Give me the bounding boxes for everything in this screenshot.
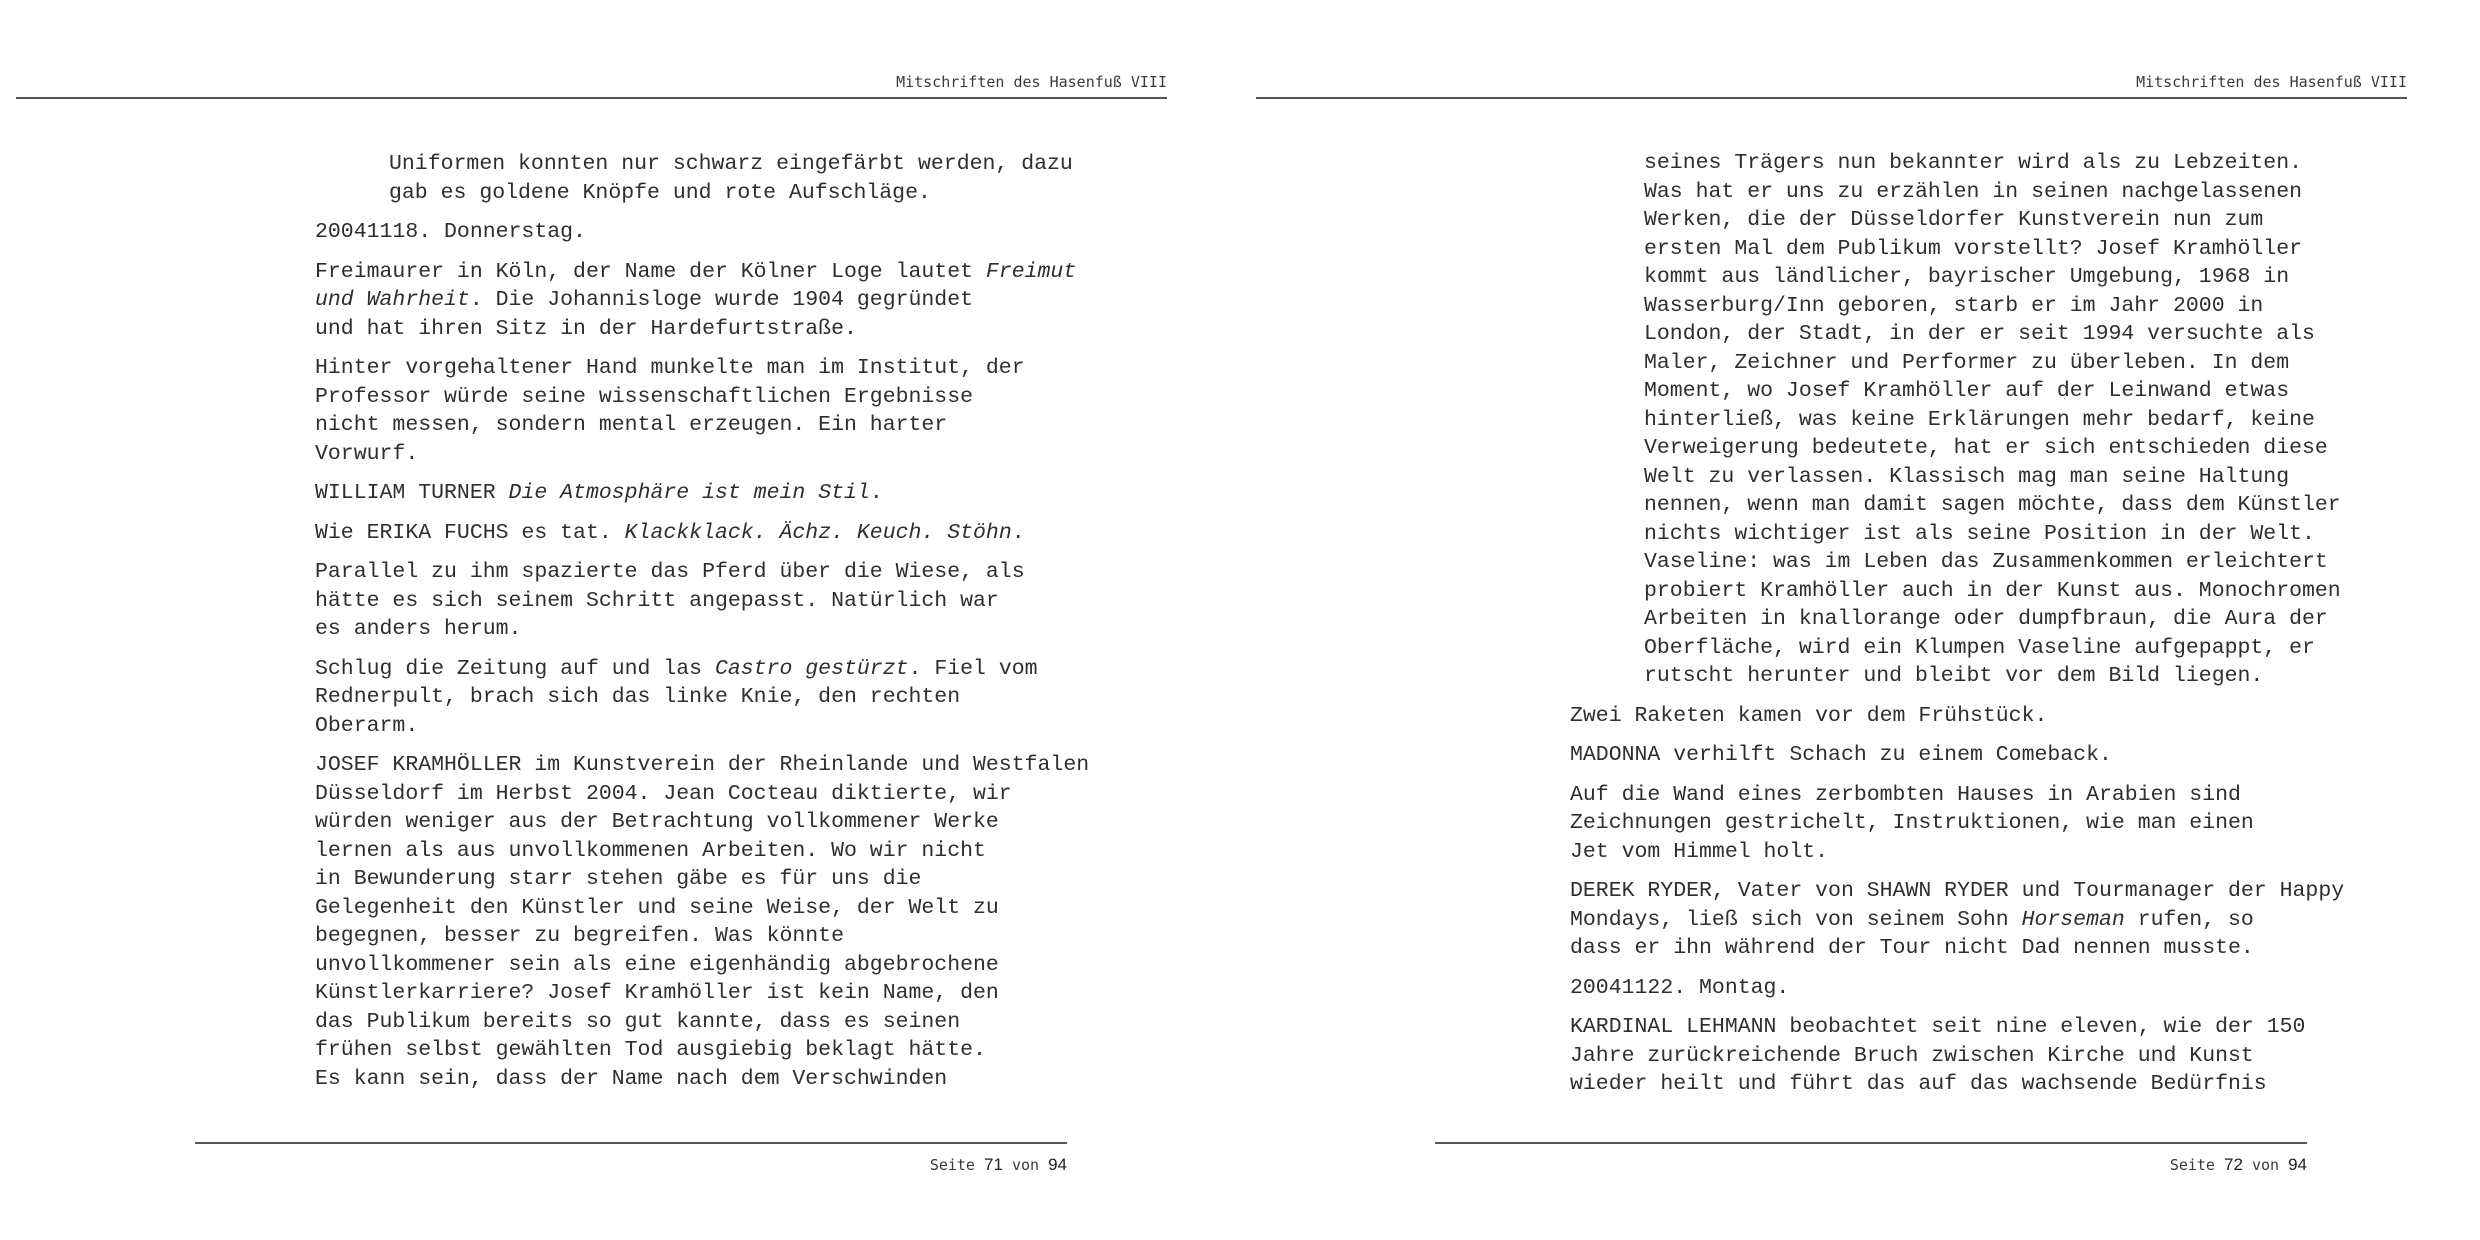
- text-line: gab es goldene Knöpfe und rote Aufschläge.: [389, 180, 931, 205]
- text-line: frühen selbst gewählten Tod ausgiebig beklagt hätte.: [315, 1038, 986, 1062]
- diary-entry: [315, 354, 1115, 468]
- text-line: und hat ihren Sitz in der Hardefurtstraße.: [315, 316, 857, 341]
- text-line: Professor würde seine wissenschaftlichen Ergebnisse: [315, 384, 974, 409]
- text-line: Rednerpult, brach sich das linke Knie, den rechten: [315, 685, 961, 709]
- header-rule: [16, 97, 1167, 99]
- text-line: Vorwurf.: [315, 441, 419, 466]
- text-line: Wie ERIKA FUCHS es tat. Klackklack. Ächz. Keuch. Stöhn.: [315, 520, 1025, 545]
- text-line: Wasserburg/Inn geboren, starb er im Jahr 2000 in: [1644, 293, 2264, 318]
- text-line: Mondays, ließ sich von seinem Sohn Horseman rufen, so: [1570, 907, 2254, 932]
- diary-entry: [315, 558, 1115, 644]
- page-footer: [930, 1155, 1067, 1175]
- text-line: unvollkommener sein als eine eigenhändig abgebrochene: [315, 952, 999, 977]
- text-line: Es kann sein, dass der Name nach dem Verschwinden: [315, 1066, 948, 1091]
- footer-of: von: [2251, 1156, 2280, 1174]
- diary-entry: [1570, 702, 2360, 731]
- running-header: Mitschriften des Hasenfuß VIII: [2136, 73, 2407, 91]
- text-line: kommt aus ländlicher, bayrischer Umgebung, 1968 in: [1644, 265, 2290, 289]
- text-line: Oberfläche, wird ein Klumpen Vaseline aufgepappt, er: [1644, 635, 2315, 660]
- text-line: seines Trägers nun bekannter wird als zu Lebzeiten.: [1644, 151, 2303, 175]
- text-line: ersten Mal dem Publikum vorstellt? Josef Kramhöller: [1644, 236, 2303, 261]
- diary-entry: [1570, 877, 2360, 963]
- text-line: hätte es sich seinem Schritt angepasst. Natürlich war: [315, 588, 999, 613]
- text-line: und Wahrheit. Die Johannisloge wurde 1904 gegründet: [315, 288, 974, 312]
- continued-paragraph: [315, 150, 1115, 207]
- text-line: Parallel zu ihm spazierte das Pferd über die Wiese, als: [315, 560, 1025, 584]
- text-line: rutscht herunter und bleibt vor dem Bild liegen.: [1644, 664, 2264, 688]
- footer-rule: [1435, 1142, 2307, 1144]
- text-line: Auf die Wand eines zerbombten Hauses in Arabien sind: [1570, 782, 2241, 807]
- text-line: 20041118. Donnerstag.: [315, 220, 586, 244]
- diary-entry: [315, 479, 1115, 508]
- text-line: nennen, wenn man damit sagen möchte, dass dem Künstler: [1644, 493, 2341, 517]
- footer-prefix: Seite: [2169, 1156, 2215, 1174]
- text-line: begegnen, besser zu begreifen. Was könnte: [315, 924, 844, 948]
- text-line: Hinter vorgehaltener Hand munkelte man im Institut, der: [315, 356, 1025, 380]
- text-line: 20041122. Montag.: [1570, 975, 1790, 1000]
- text-line: Verweigerung bedeutete, hat er sich entschieden diese: [1644, 436, 2328, 460]
- text-line: Künstlerkarriere? Josef Kramhöller ist kein Name, den: [315, 981, 999, 1005]
- page-body: [315, 150, 1115, 1104]
- text-line: nichts wichtiger ist als seine Position in der Welt.: [1644, 521, 2315, 546]
- text-line: würden weniger aus der Betrachtung vollkommener Werke: [315, 810, 999, 834]
- text-line: Jahre zurückreichende Bruch zwischen Kirche und Kunst: [1570, 1043, 2254, 1068]
- page-number: 72: [2224, 1155, 2243, 1174]
- text-line: das Publikum bereits so gut kannte, dass es seinen: [315, 1009, 961, 1034]
- diary-entry: [315, 519, 1115, 548]
- text-line: Oberarm.: [315, 713, 419, 738]
- text-line: Gelegenheit den Künstler und seine Weise, der Welt zu: [315, 895, 999, 920]
- diary-entry: [315, 751, 1115, 1093]
- diary-entry: [315, 218, 1115, 247]
- text-line: MADONNA verhilft Schach zu einem Comeback.: [1570, 743, 2112, 767]
- page-number: 71: [984, 1155, 1003, 1174]
- text-line: Zwei Raketen kamen vor dem Frühstück.: [1570, 703, 2048, 728]
- text-line: Werken, die der Düsseldorfer Kunstverein nun zum: [1644, 208, 2264, 232]
- text-line: in Bewunderung starr stehen gäbe es für uns die: [315, 867, 922, 891]
- text-line: wieder heilt und führt das auf das wachsende Bedürfnis: [1570, 1072, 2267, 1096]
- diary-entry: [1570, 974, 2360, 1003]
- text-line: London, der Stadt, in der er seit 1994 versuchte als: [1644, 322, 2315, 346]
- page-total: 94: [2288, 1155, 2307, 1174]
- text-line: Welt zu verlassen. Klassisch mag man seine Haltung: [1644, 464, 2290, 489]
- text-line: KARDINAL LEHMANN beobachtet seit nine eleven, wie der 150: [1570, 1015, 2306, 1039]
- text-line: Moment, wo Josef Kramhöller auf der Leinwand etwas: [1644, 379, 2290, 403]
- page-total: 94: [1048, 1155, 1067, 1174]
- text-line: Freimaurer in Köln, der Name der Kölner Loge lautet Freimut: [315, 259, 1077, 284]
- text-line: DEREK RYDER, Vater von SHAWN RYDER und Tourmanager der Happy: [1570, 879, 2345, 903]
- text-line: nicht messen, sondern mental erzeugen. Ein harter: [315, 413, 948, 437]
- text-line: Maler, Zeichner und Performer zu überleben. In dem: [1644, 350, 2290, 375]
- text-line: Schlug die Zeitung auf und las Castro gestürzt. Fiel vom: [315, 656, 1038, 681]
- footer-of: von: [1011, 1156, 1040, 1174]
- diary-entry: [315, 655, 1115, 741]
- page-right: [1240, 0, 2480, 1240]
- page-footer: [2170, 1155, 2307, 1175]
- text-line: hinterließ, was keine Erklärungen mehr bedarf, keine: [1644, 407, 2315, 432]
- diary-entry: [1570, 781, 2360, 867]
- text-line: Vaseline: was im Leben das Zusammenkommen erleichtert: [1644, 550, 2328, 574]
- footer-prefix: Seite: [929, 1156, 975, 1174]
- continued-paragraph: [1570, 149, 2360, 691]
- text-line: Uniformen konnten nur schwarz eingefärbt werden, dazu: [389, 152, 1073, 176]
- text-line: Was hat er uns zu erzählen in seinen nachgelassenen: [1644, 179, 2303, 204]
- footer-rule: [195, 1142, 1067, 1144]
- running-header: Mitschriften des Hasenfuß VIII: [896, 73, 1167, 91]
- text-line: JOSEF KRAMHÖLLER im Kunstverein der Rheinlande und Westfalen: [315, 753, 1090, 777]
- page-body: [1570, 149, 2360, 1110]
- text-line: probiert Kramhöller auch in der Kunst aus. Monochromen: [1644, 578, 2341, 603]
- text-line: Düsseldorf im Herbst 2004. Jean Cocteau diktierte, wir: [315, 781, 1012, 806]
- text-line: Jet vom Himmel holt.: [1570, 839, 1829, 864]
- text-line: Arbeiten in knallorange oder dumpfbraun, die Aura der: [1644, 607, 2328, 631]
- diary-entry: [1570, 1013, 2360, 1099]
- text-line: lernen als aus unvollkommenen Arbeiten. Wo wir nicht: [315, 838, 986, 863]
- diary-entry: [1570, 741, 2360, 770]
- text-line: dass er ihn während der Tour nicht Dad nennen musste.: [1570, 936, 2254, 960]
- text-line: WILLIAM TURNER Die Atmosphäre ist mein Stil.: [315, 481, 883, 505]
- text-line: Zeichnungen gestrichelt, Instruktionen, wie man einen: [1570, 811, 2254, 835]
- diary-entry: [315, 258, 1115, 344]
- header-rule: [1256, 97, 2407, 99]
- text-line: es anders herum.: [315, 617, 522, 641]
